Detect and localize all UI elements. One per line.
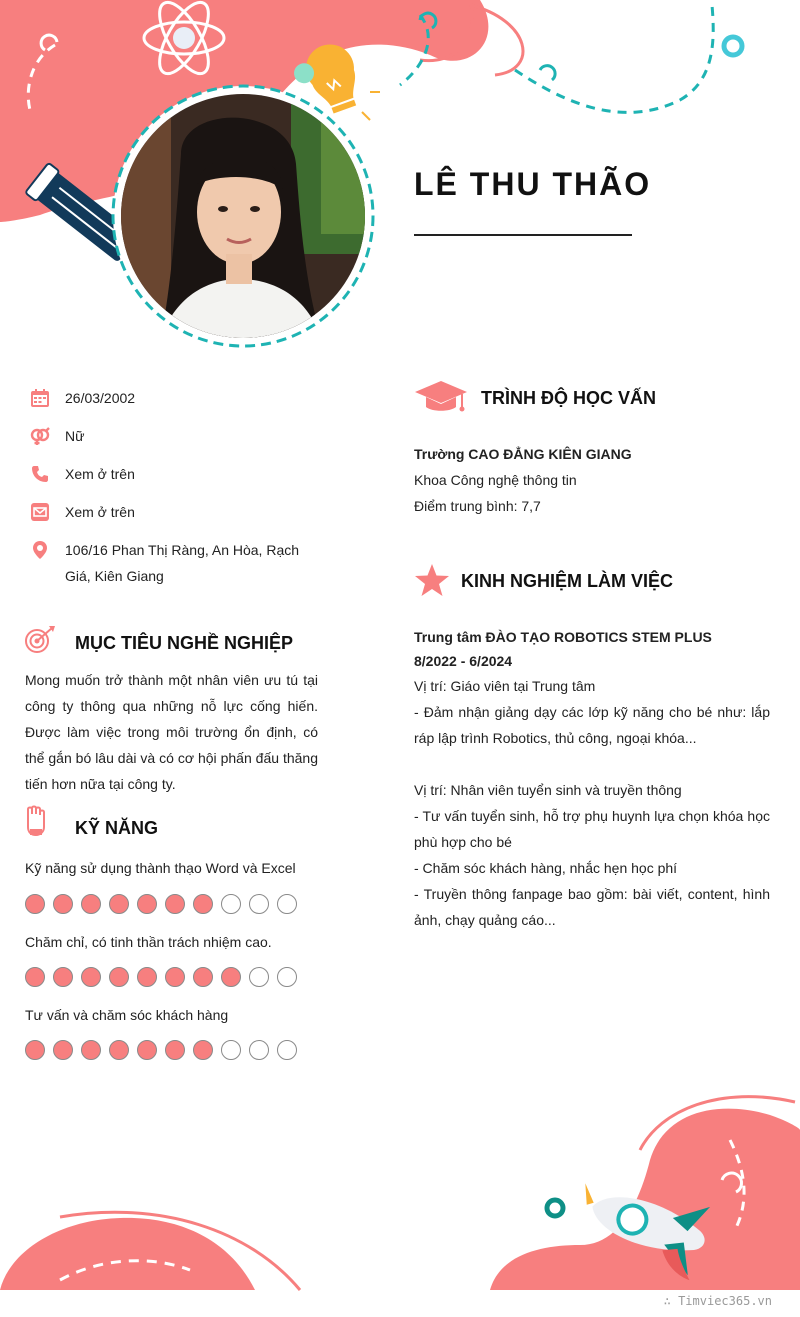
rating-dot-filled xyxy=(193,1040,213,1060)
rating-dot-empty xyxy=(277,967,297,987)
contact-address xyxy=(30,540,300,589)
contact-email xyxy=(30,502,330,525)
fist-icon xyxy=(24,805,48,837)
contact-text: Nữ xyxy=(65,428,85,444)
experience-duty: - Đảm nhận giảng dạy các lớp kỹ năng cho bé như: lắp ráp lập trình Robotics, thủ công, ngoại khóa... xyxy=(414,704,770,746)
education-faculty: Khoa Công nghệ thông tin xyxy=(414,472,577,488)
skill-label: Tư vấn và chăm sóc khách hàng xyxy=(25,1007,229,1023)
rating-dot-filled xyxy=(81,967,101,987)
candidate-name: LÊ THU THÃO xyxy=(414,166,652,202)
education-title: TRÌNH ĐỘ HỌC VẤN xyxy=(481,388,656,408)
contact-gender xyxy=(30,426,330,449)
experience-role: Vị trí: Nhân viên tuyển sinh và truyền thông xyxy=(414,782,682,798)
experience-role: Vị trí: Giáo viên tại Trung tâm xyxy=(414,678,596,694)
experience-company: Trung tâm ĐÀO TẠO ROBOTICS STEM PLUS xyxy=(414,629,712,645)
skill-rating xyxy=(25,1040,297,1060)
rating-dot-filled xyxy=(53,1040,73,1060)
location-pin-icon xyxy=(30,540,50,560)
contact-text: Xem ở trên xyxy=(65,466,135,482)
rating-dot-filled xyxy=(165,1040,185,1060)
rating-dot-filled xyxy=(193,894,213,914)
name-underline xyxy=(414,234,632,236)
star-icon xyxy=(414,563,450,597)
contact-phone xyxy=(30,464,330,487)
rating-dot-filled xyxy=(193,967,213,987)
rating-dot-filled xyxy=(53,894,73,914)
gender-icon xyxy=(30,426,50,446)
rating-dot-filled xyxy=(137,1040,157,1060)
rating-dot-filled xyxy=(109,967,129,987)
objective-text: Mong muốn trở thành một nhân viên ưu tú tại công ty thông qua những nỗ lực cống hiến. Được làm việc trong môi trường ổn định, có thể gắn bó lâu dài và có cơ hội phấn đấu thăng tiến hơn nữa tại công ty. xyxy=(25,672,318,792)
rating-dot-filled xyxy=(137,967,157,987)
rating-dot-empty xyxy=(249,967,269,987)
graduation-cap-icon xyxy=(414,380,468,414)
skill-label: Chăm chỉ, có tinh thần trách nhiệm cao. xyxy=(25,934,272,950)
avatar xyxy=(121,94,365,338)
target-icon xyxy=(24,624,58,654)
rating-dot-filled xyxy=(221,967,241,987)
skill-label: Kỹ năng sử dụng thành thạo Word và Excel xyxy=(25,860,296,876)
experience-duty: - Tư vấn tuyển sinh, hỗ trợ phụ huynh lựa chọn khóa học phù hợp cho bé xyxy=(414,808,770,850)
rating-dot-filled xyxy=(53,967,73,987)
rating-dot-filled xyxy=(25,967,45,987)
skill-rating xyxy=(25,894,297,914)
rating-dot-empty xyxy=(277,1040,297,1060)
education-school: Trường CAO ĐẲNG KIÊN GIANG xyxy=(414,446,632,462)
rating-dot-filled xyxy=(25,1040,45,1060)
rating-dot-filled xyxy=(25,894,45,914)
rating-dot-empty xyxy=(249,1040,269,1060)
contact-text: 106/16 Phan Thị Ràng, An Hòa, Rạch Giá, Kiên Giang xyxy=(65,542,300,584)
experience-duty: - Truyền thông fanpage bao gồm: bài viết, content, hình ảnh, chạy quảng cáo... xyxy=(414,886,770,928)
rating-dot-filled xyxy=(165,894,185,914)
rating-dot-filled xyxy=(109,894,129,914)
phone-icon xyxy=(30,464,50,484)
education-gpa: Điểm trung bình: 7,7 xyxy=(414,498,541,514)
email-icon xyxy=(30,502,50,522)
objective-title: MỤC TIÊU NGHỀ NGHIỆP xyxy=(75,633,294,653)
watermark: ∴ Timviec365.vn xyxy=(663,1294,772,1308)
rating-dot-filled xyxy=(137,894,157,914)
rating-dot-empty xyxy=(277,894,297,914)
rating-dot-filled xyxy=(81,894,101,914)
rating-dot-empty xyxy=(221,1040,241,1060)
rating-dot-filled xyxy=(109,1040,129,1060)
experience-title: KINH NGHIỆM LÀM VIỆC xyxy=(461,571,674,591)
contact-text: Xem ở trên xyxy=(65,504,135,520)
rating-dot-empty xyxy=(249,894,269,914)
contact-birthday xyxy=(30,388,330,411)
rating-dot-filled xyxy=(81,1040,101,1060)
skill-rating xyxy=(25,967,297,987)
rating-dot-empty xyxy=(221,894,241,914)
experience-period: 8/2022 - 6/2024 xyxy=(414,653,513,669)
rating-dot-filled xyxy=(165,967,185,987)
calendar-icon xyxy=(30,388,50,408)
experience-duty: - Chăm sóc khách hàng, nhắc hẹn học phí xyxy=(414,860,678,876)
contact-text: 26/03/2002 xyxy=(65,390,136,406)
skills-title: KỸ NĂNG xyxy=(75,818,159,838)
